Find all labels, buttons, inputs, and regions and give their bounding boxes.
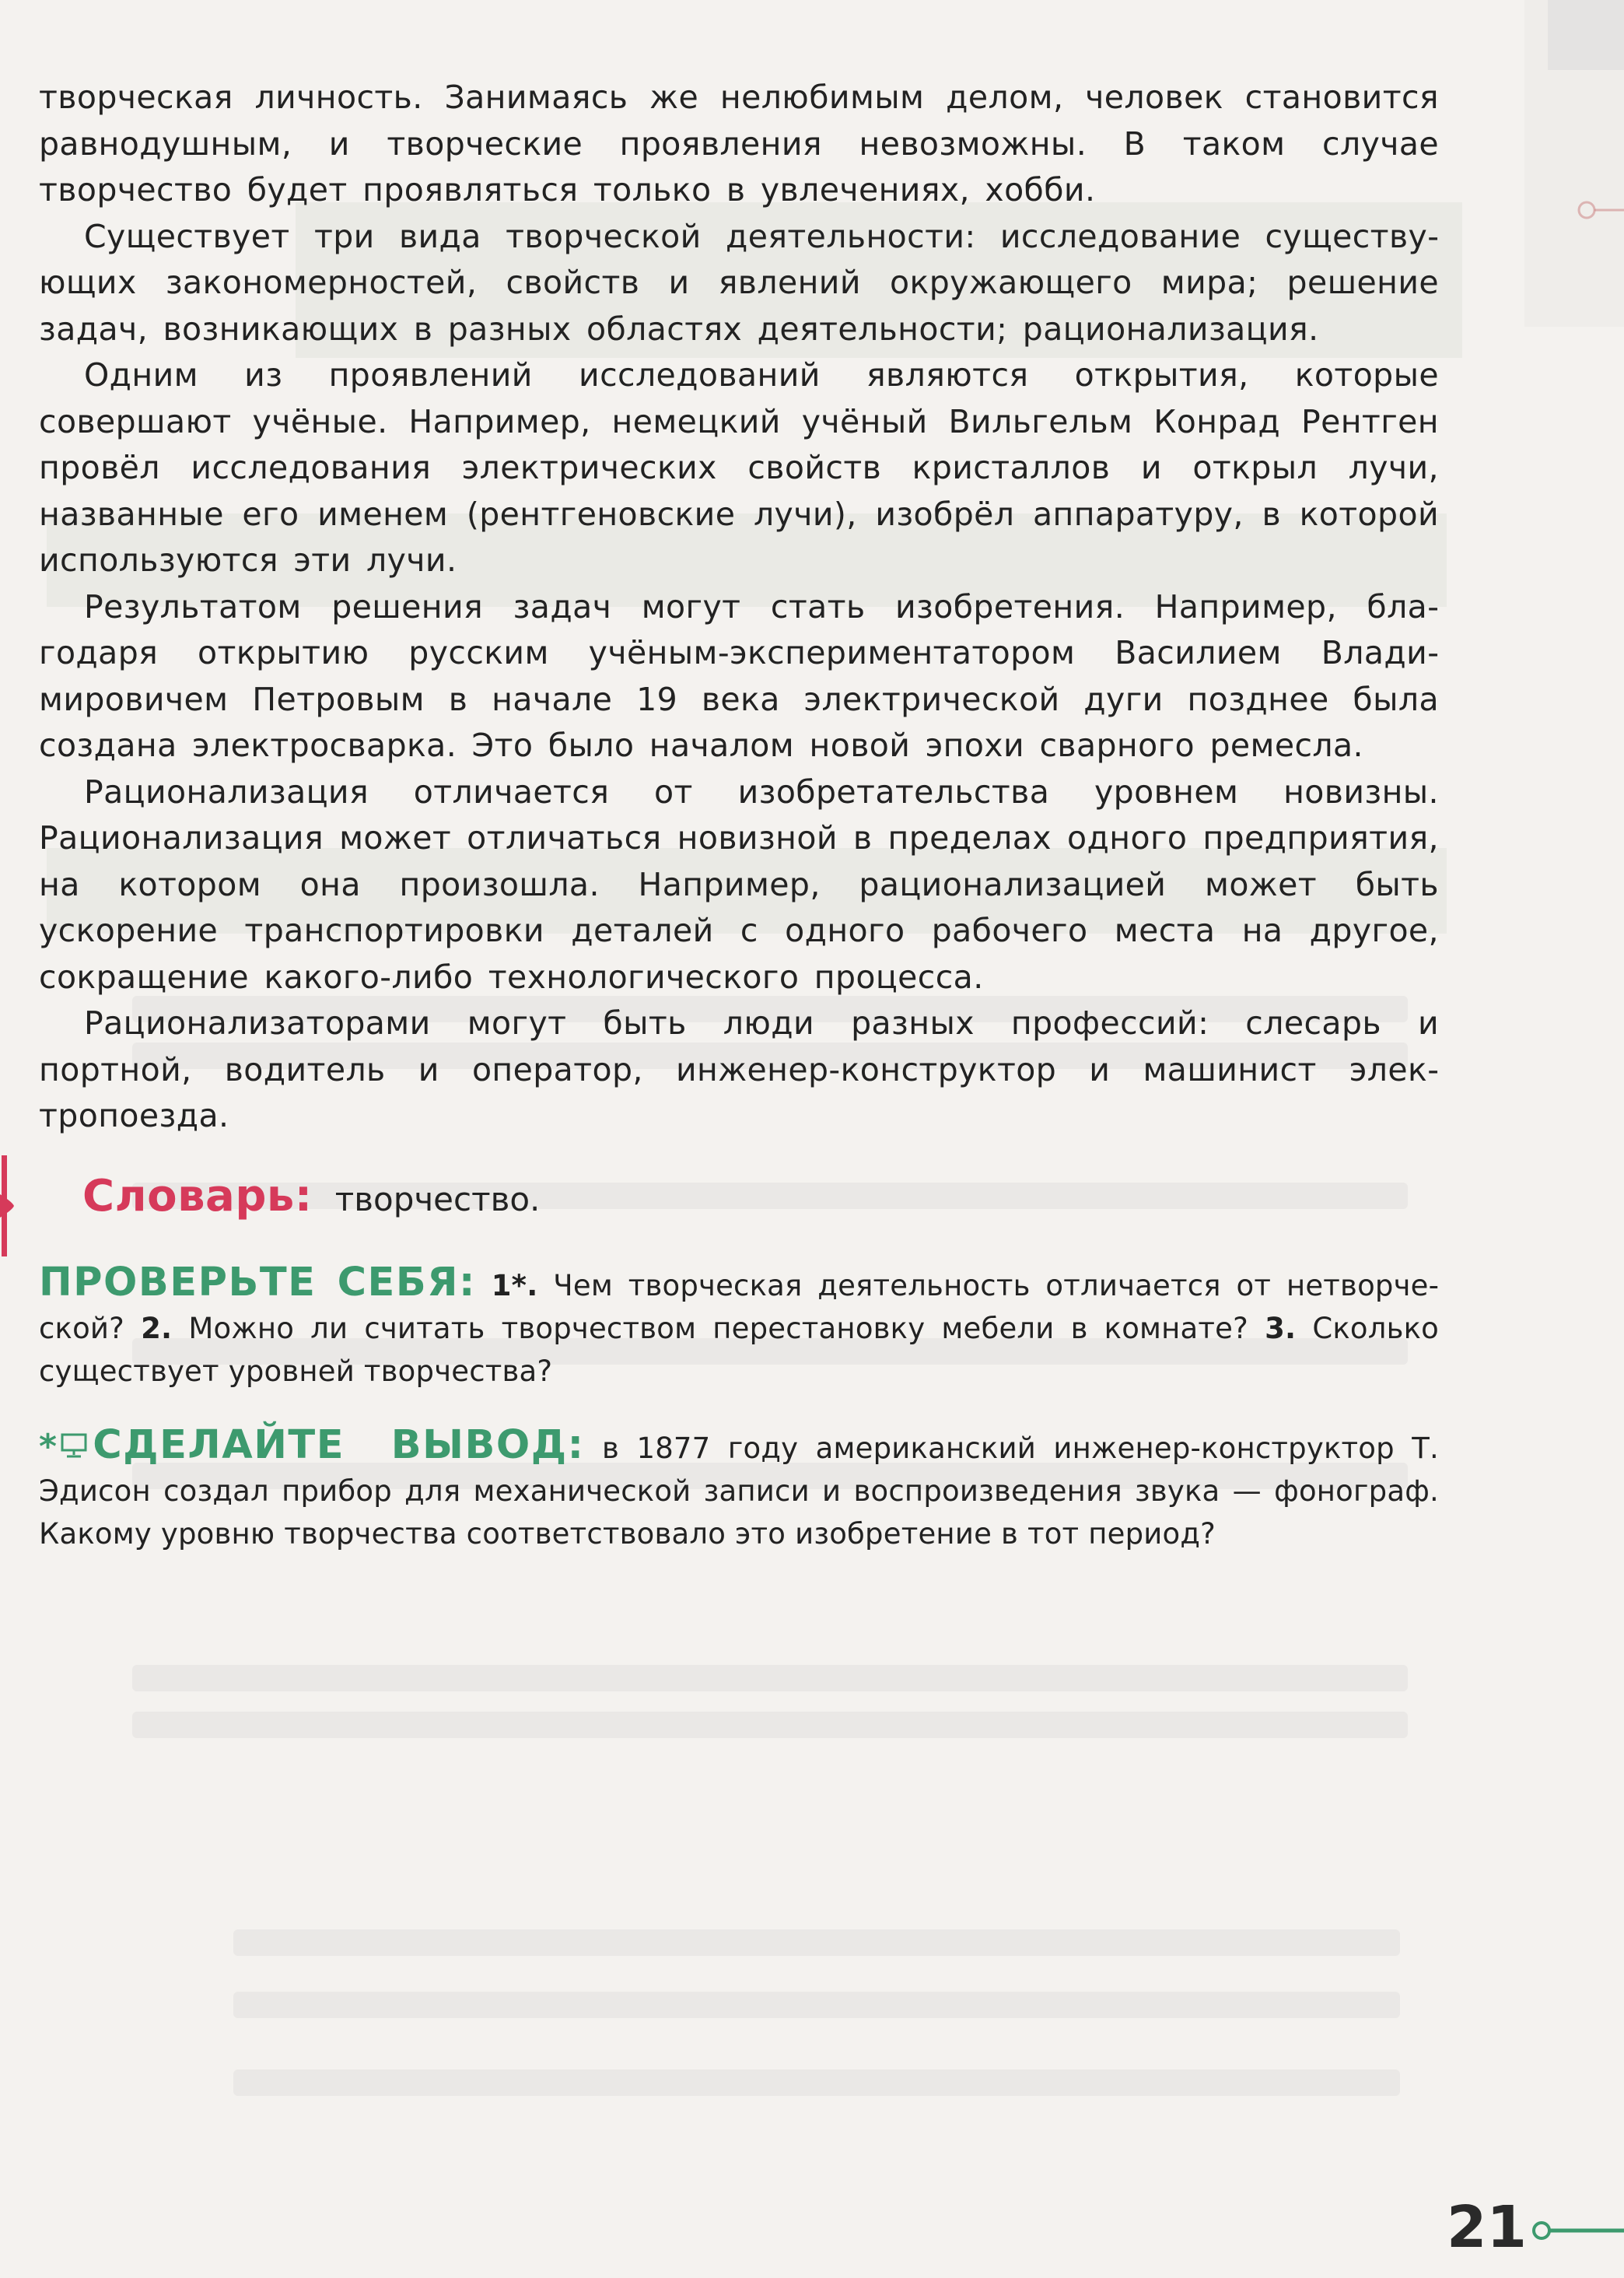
conclusion-text: в 1877 году американский инженер-конструктор Т. Эдисон создал прибор для механической записи и воспроизведения звука — фонограф. Какому уровню творчества соответствовало это изобретение в тот период?	[39, 1431, 1439, 1551]
vocabulary-box	[39, 1171, 1439, 1241]
paragraph: Одним из проявлений исследований являются открытия, которые совершают учёные. Например, немецкий учёный Вильгельм Конрад Рентген провёл исследования электрических свойств кристаллов и открыл лучи, названные его именем (рентгеновские лучи), изобрёл аппаратуру, в которой используются эти лучи.	[39, 356, 1439, 579]
vocabulary-label: Словарь:	[82, 1170, 313, 1221]
conclusion-block	[39, 1421, 1439, 1555]
paragraph: Существует три вида творческой деятельности: исследование существующих закономерностей, свойств и явлений окружающего мира; решение задач, возникающих в разных областях деятельности; рационализация.	[39, 217, 1439, 348]
conclusion-heading: СДЕЛАЙТЕ ВЫВОД:	[93, 1421, 585, 1468]
page-content	[39, 75, 1439, 1555]
computer-icon	[60, 1432, 88, 1460]
corner-decoration	[1524, 0, 1624, 327]
question-number: 2.	[141, 1311, 173, 1345]
page-number: 21	[1447, 2194, 1527, 2261]
bookmark-marker-icon	[0, 1155, 16, 1256]
question-text: Можно ли считать творчеством перестановку мебели в комнате?	[188, 1311, 1248, 1345]
body-text	[39, 75, 1439, 1140]
question-text: Сколько существует уровней творчества?	[39, 1311, 1440, 1388]
question-number: 3.	[1265, 1311, 1297, 1345]
asterisk-mark: *	[39, 1426, 58, 1467]
paragraph: Рационализация отличается от изобретательства уровнем новизны. Рационализация может отличаться новизной в пределах одного предприятия, на котором она произошла. Например, рационализацией может быть ускорение транспортировки деталей с одного рабочего места на другое, сокращение какого-либо технологического процесса.	[39, 773, 1439, 996]
paragraph: Рационализаторами могут быть люди разных профессий: слесарь и портной, водитель и оператор, инженер-конструктор и машинист электропоезда.	[39, 1004, 1439, 1134]
paragraph: творческая личность. Занимаясь же нелюбимым делом, человек становится равнодушным, и творческие проявления невозможны. В таком случае творчество будет проявляться только в увлечениях, хобби.	[39, 79, 1439, 209]
vocabulary-term: творчество.	[334, 1179, 541, 1218]
check-yourself-block	[39, 1261, 1439, 1393]
question-text: Чем творческая деятельность отличается от нетворческой?	[39, 1268, 1439, 1345]
paragraph: Результатом решения задач могут стать изобретения. Например, благодаря открытию русским учёным-экспериментатором Василием Владимировичем Петровым в начале 19 века электрической дуги позднее была создана электросварка. Это было началом новой эпохи сварного ремесла.	[39, 587, 1439, 764]
question-number: 1*.	[491, 1268, 538, 1302]
check-yourself-heading: ПРОВЕРЬТЕ СЕБЯ:	[39, 1259, 476, 1305]
page-tab-icon	[1528, 2219, 1624, 2242]
